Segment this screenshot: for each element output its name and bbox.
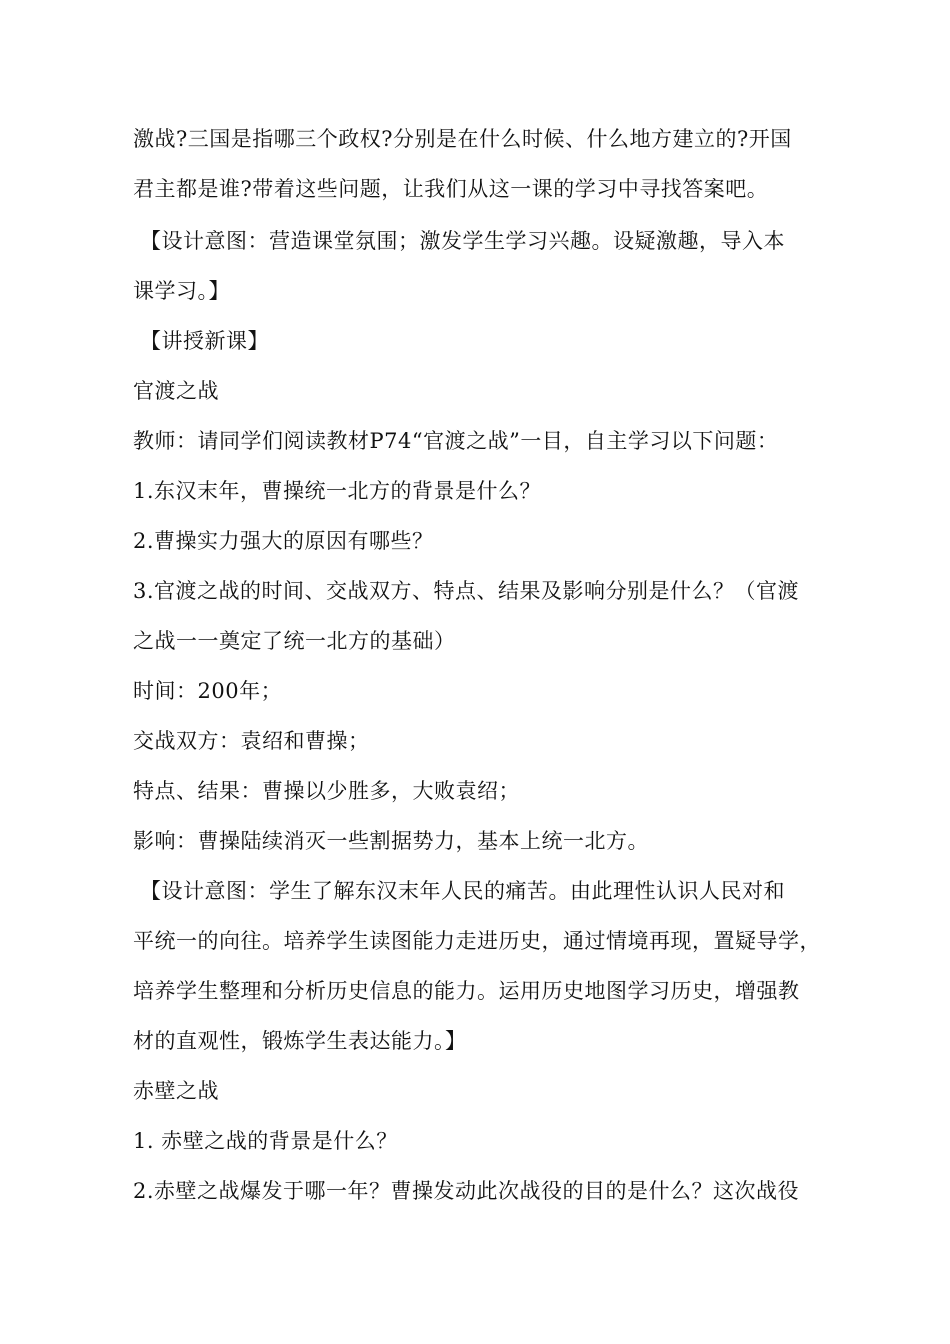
answer-result: 特点、结果：曹操以少胜多，大败袁绍； <box>133 779 520 803</box>
question-2: 2.曹操实力强大的原因有哪些？ <box>133 529 434 553</box>
design-intent-2-line-3: 培养学生整理和分析历史信息的能力。运用历史地图学习历史，增强教 <box>133 979 800 1003</box>
design-intent-2-line-2: 平统一的向往。培养学生读图能力走进历史，通过情境再现，置疑导学， <box>133 929 821 953</box>
answer-time: 时间：200年； <box>133 679 283 703</box>
answer-impact: 影响：曹操陆续消灭一些割据势力，基本上统一北方。 <box>133 829 649 853</box>
design-intent-2-line-4: 材的直观性，锻炼学生表达能力。】 <box>133 1029 467 1053</box>
question-1: 1.东汉末年，曹操统一北方的背景是什么？ <box>133 479 542 503</box>
design-intent-1-line-1: 【设计意图：营造课堂氛围；激发学生学习兴趣。设疑激趣，导入本 <box>140 229 785 253</box>
question-3-line-2: 之战一一奠定了统一北方的基础） <box>133 629 456 653</box>
subheading-guandu: 官渡之战 <box>133 379 219 403</box>
intro-line-2: 君主都是谁?带着这些问题，让我们从这一课的学习中寻找答案吧。 <box>133 177 769 201</box>
subheading-chibi: 赤壁之战 <box>133 1079 219 1103</box>
answer-parties: 交战双方：袁绍和曹操； <box>133 729 370 753</box>
chibi-question-2: 2.赤壁之战爆发于哪一年？曹操发动此次战役的目的是什么？这次战役 <box>133 1179 800 1203</box>
design-intent-1-line-2: 课学习。】 <box>133 279 230 303</box>
section-heading-new-lesson: 【讲授新课】 <box>140 329 269 353</box>
intro-line-1: 激战?三国是指哪三个政权?分别是在什么时候、什么地方建立的?开国 <box>133 127 792 151</box>
teacher-instruction: 教师：请同学们阅读教材P74“官渡之战”一目，自主学习以下问题： <box>133 429 779 453</box>
question-3-line-1: 3.官渡之战的时间、交战双方、特点、结果及影响分别是什么？（官渡 <box>133 579 800 603</box>
design-intent-2-line-1: 【设计意图：学生了解东汉末年人民的痛苦。由此理性认识人民对和 <box>140 879 785 903</box>
chibi-question-1: 1. 赤壁之战的背景是什么？ <box>133 1129 398 1153</box>
